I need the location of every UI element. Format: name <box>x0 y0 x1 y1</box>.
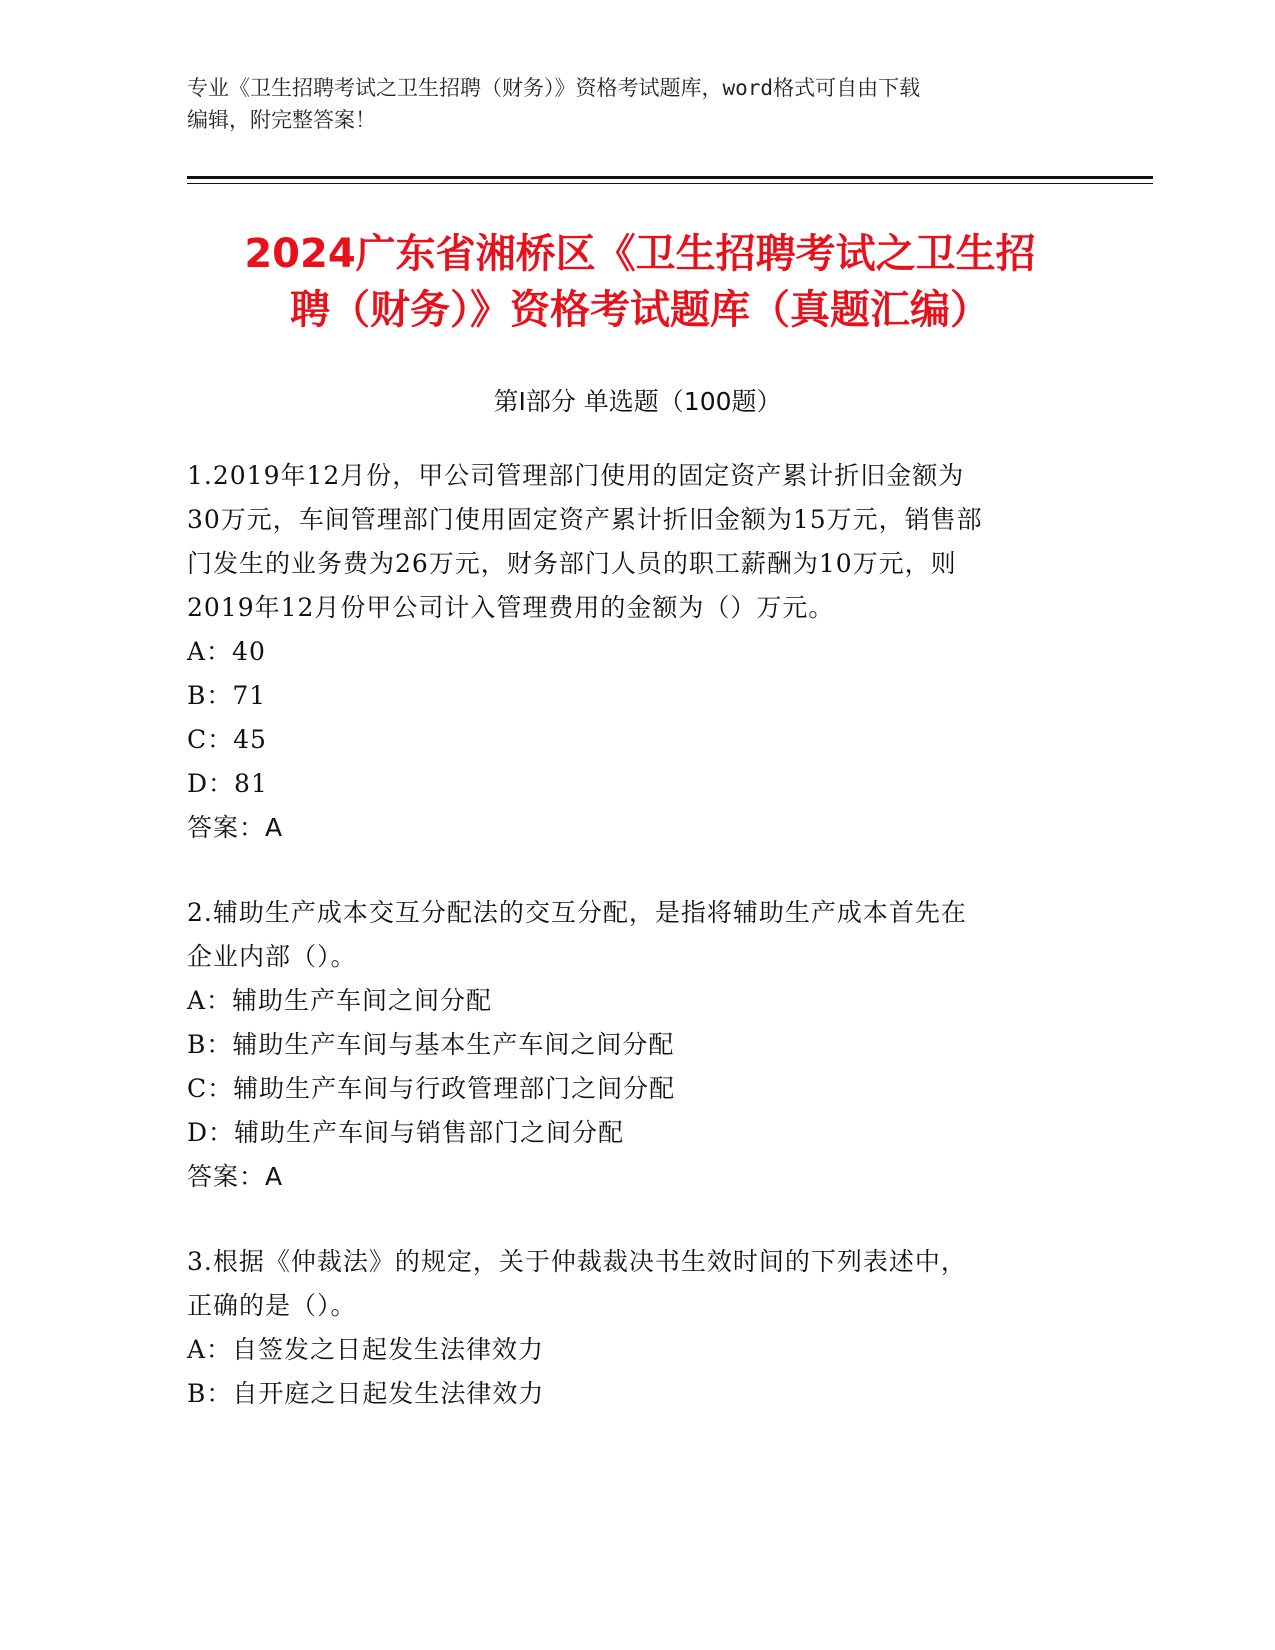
question-1-answer: 答案：A <box>187 813 284 842</box>
document-title-line: 聘（财务）》资格考试题库（真题汇编） <box>290 287 990 333</box>
section-heading: 第Ⅰ部分 单选题（100题） <box>493 387 782 416</box>
question-3-option-a: A：自签发之日起发生法律效力 <box>187 1335 545 1364</box>
header-divider-thick <box>187 176 1153 179</box>
question-3-stem-line: 正确的是（）。 <box>187 1291 357 1320</box>
question-1-option-c: C：45 <box>187 725 267 754</box>
question-1-stem-line: 30万元，车间管理部门使用固定资产累计折旧金额为15万元，销售部 <box>187 505 983 534</box>
question-2-option-a: A：辅助生产车间之间分配 <box>187 986 493 1015</box>
question-2-stem-line: 2.辅助生产成本交互分配法的交互分配，是指将辅助生产成本首先在 <box>187 898 967 927</box>
question-1-stem-line: 2019年12月份甲公司计入管理费用的金额为（）万元。 <box>187 593 835 622</box>
question-2-option-d: D：辅助生产车间与销售部门之间分配 <box>187 1118 625 1147</box>
header-divider-thin <box>187 183 1153 184</box>
question-1-option-a: A：40 <box>187 637 266 666</box>
header-note-line: 编辑，附完整答案！ <box>187 108 376 132</box>
header-note <box>187 72 1087 136</box>
question-2-stem-line: 企业内部（）。 <box>187 942 357 971</box>
question-3-option-b: B：自开庭之日起发生法律效力 <box>187 1379 545 1408</box>
document-title <box>160 226 1120 338</box>
question-2-option-b: B：辅助生产车间与基本生产车间之间分配 <box>187 1030 675 1059</box>
question-1-option-b: B：71 <box>187 681 267 710</box>
header-note-line: 专业《卫生招聘考试之卫生招聘（财务）》资格考试题库，word格式可自由下载 <box>187 76 921 100</box>
question-2-answer: 答案：A <box>187 1162 284 1191</box>
question-1-stem-line: 门发生的业务费为26万元，财务部门人员的职工薪酬为10万元，则 <box>187 549 957 578</box>
question-1-option-d: D：81 <box>187 769 268 798</box>
question-2-option-c: C：辅助生产车间与行政管理部门之间分配 <box>187 1074 676 1103</box>
question-1-stem-line: 1.2019年12月份，甲公司管理部门使用的固定资产累计折旧金额为 <box>187 461 965 490</box>
document-title-line: 2024广东省湘桥区《卫生招聘考试之卫生招 <box>244 231 1036 277</box>
question-3-stem-line: 3.根据《仲裁法》的规定，关于仲裁裁决书生效时间的下列表述中， <box>187 1247 967 1276</box>
